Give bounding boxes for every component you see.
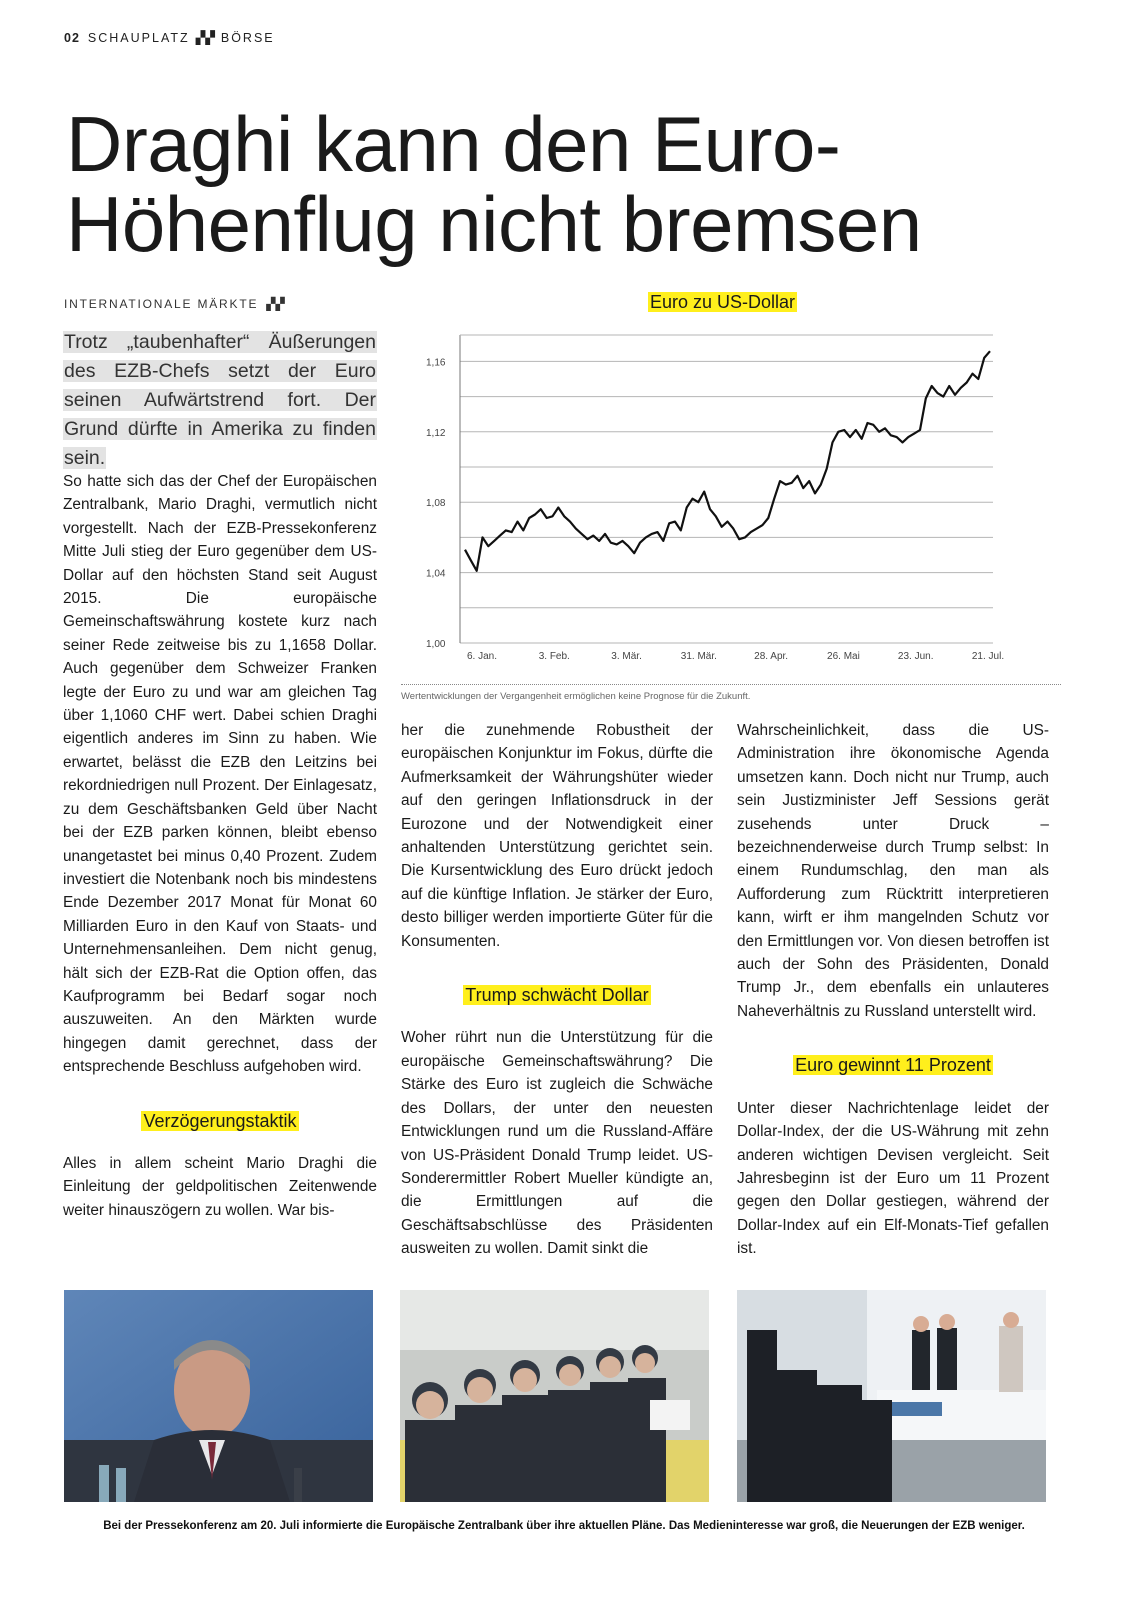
body-paragraph: Unter dieser Nachrichtenlage leidet der Dollar-Index, der die US-Währung mit zehn anderen wichtigen Devisen vergleicht. Seit Jahresbeginn ist der Euro um 11 Prozent gegen den Dollar gestiegen, während der Dollar-Index auf ein Elf-Monats-Tief gefallen ist. [737,1099,1049,1258]
chart-x-tick-label: 3. Mär. [611,651,642,662]
page-header [64,30,275,45]
body-paragraph: Woher rührt nun die Unterstützung für die europäische Gemeinschaftswährung? Die Stärke des Euro ist zugleich die Schwäche des Dollars, der unter den neuesten Entwicklungen rund um die Russland-Affäre von US-Präsident Donald Trump leidet. US-Sonderermittler Robert Mueller kündigte an, die Ermittlungen auf die Geschäftsabschlüsse des Präsidenten ausweiten zu wollen. Damit sinkt die [401,1029,713,1258]
body-paragraph: So hatte sich das der Chef der Europäischen Zentralbank, Mario Draghi, vermutlich nicht vorgestellt. Nach der EZB-Pressekonferenz Mitte Juli stieg der Euro gegenüber dem US-Dollar auf den höchsten Stand seit August 2015. Die europäische Gemeinschaftswährung kostete kurz nach seiner Rede zeitweise bis zu 1,1658 Dollar. Auch gegenüber dem Schweizer Franken legte der Euro zu und war am gleichen Tag über 1,1060 CHF wert. Dabei schien Draghi eigentlich anderes im Sinn zu haben. Wie erwartet, belässt die EZB den Leitzins bei rekordniedrigen null Prozent. Der Einlagesatz, zu dem Geschäftsbanken Geld über Nacht bei der EZB parken können, bleibt ebenso unangetastet bei minus 0,40 Prozent. Zudem investiert die Notenbank noch bis mindestens Ende Dezember 2017 Monat für Monat 60 Milliarden Euro in den Kauf von Staats- und Unternehmensanleihen. Dem nicht genug, hält sich der EZB-Rat die Option offen, das Kaufprogramm bei Bedarf sogar noch auszuweiten. An den Märkten wurde hingegen damit gerechnet, dass der entsprechende Beschluss aufgehoben wird. [63,473,377,1076]
photo-caption: Bei der Pressekonferenz am 20. Juli informierte die Europäische Zentralbank über ihre aktuellen Pläne. Das Medieninteresse war groß, die Neuerungen der EZB weniger. [103,1520,1025,1532]
article-column-2 [401,719,713,1261]
chart-title [648,292,797,313]
body-paragraph: her die zunehmende Robustheit der europäischen Konjunktur im Fokus, dürfte die Aufmerksamkeit der Währungshüter wieder auf den geringen Inflationsdruck in der Eurozone und der Notwendigkeit einer anhaltenden Unterstützung gerichtet sein. Die Kursentwicklung des Euro drückt jedoch auf die künftige Inflation. Je stärker der Euro, desto billiger werden importierte Güter für die Konsumenten. [401,722,713,950]
headline [66,100,1066,268]
chart-x-tick-label: 23. Jun. [897,651,934,662]
subheading-text: Euro gewinnt 11 Prozent [795,1055,991,1076]
article-column-3 [737,719,1049,1261]
kicker-label: INTERNATIONALE MÄRKTE [64,297,259,311]
chart-x-tick-label: 3. Feb. [538,651,570,662]
chart-x-tick-label: 6. Jan. [466,651,498,662]
headline-line-2: Höhenflug nicht bremsen [66,180,922,268]
subheading-text: Verzögerungstaktik [143,1110,297,1131]
lead-paragraph [63,328,377,473]
chart-disclaimer: Wertentwicklungen der Vergangenheit ermöglichen keine Prognose für die Zukunft. [401,684,1061,702]
chart-x-tick-label: 31. Mär. [680,651,717,662]
body-paragraph: Alles in allem scheint Mario Draghi die Einleitung der geldpolitischen Zeitenwende weiter hinauszögern zu wollen. War bis- [63,1154,377,1219]
kicker-separator: ▞▞ [266,297,285,311]
photo-press-conference [737,1290,1046,1502]
article-column-1 [63,470,377,1222]
subheading [63,1110,377,1133]
kicker [64,297,285,311]
lead-text: Trotz „taubenhafter“ Äußerungen des EZB-Chefs setzt der Euro seinen Aufwärtstrend fort. Der Grund dürfte in Amerika zu finden sein. [64,331,376,469]
chart-y-tick-label: 1,04 [426,568,446,580]
chart-y-tick-label: 1,08 [426,498,446,510]
chart-y-tick-label: 1,16 [426,357,446,369]
chart-x-tick-label: 26. Mai [827,651,860,662]
photo-draghi-portrait [64,1290,373,1502]
subheading [401,984,713,1007]
headline-line-1: Draghi kann den Euro- [66,100,841,188]
chart-x-tick-label: 21. Jul. [971,651,1005,662]
photo-audience [400,1290,709,1502]
page-number: 02 [64,31,80,45]
exchange-rate-chart [400,325,1070,675]
chart-x-tick-label: 28. Apr. [754,651,789,662]
subsection-label: BÖRSE [220,31,275,45]
chart-title-text: Euro zu US-Dollar [650,292,796,312]
body-paragraph: Wahrscheinlichkeit, dass die US-Administration ihre ökonomische Agenda umsetzen kann. Doch nicht nur Trump, auch sein Justizminister Jeff Sessions gerät zusehends unter Druck – bezeichnenderweise durch Trump selbst: In einem Rundumschlag, den man als Aufforderung zum Rücktritt interpretieren kann, wirft er ihm mangelnden Schutz vor den Ermittlungen vor. Von diesen betroffen ist auch der Sohn des Präsidenten, Donald Trump Jr., dem ebenfalls ein unlauteres Naheverhältnis zu Russland unterstellt wird. [737,722,1049,1020]
subheading-text: Trump schwächt Dollar [465,985,649,1006]
subheading [737,1054,1049,1077]
chart-y-tick-label: 1,00 [426,639,446,650]
chart-y-tick-label: 1,12 [426,427,446,439]
section-label: SCHAUPLATZ [87,31,190,45]
section-separator: ▞▞ [195,31,215,45]
